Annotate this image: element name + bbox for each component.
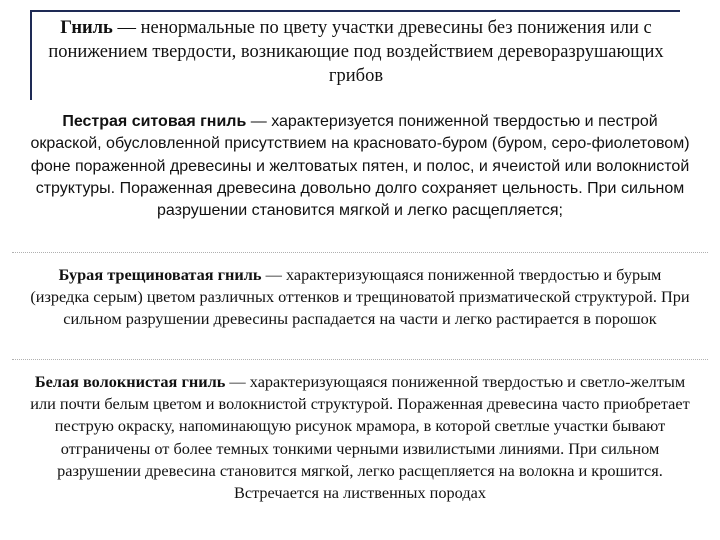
divider xyxy=(12,252,708,253)
section-text: — характеризуется пониженной твердостью и пестрой окраской, обусловленной присутствием на красновато-буром (буром, серо-фиолетовом) фоне пораженной древесины и желтоватых пятен, и полос, и ячеистой или волокнистой структуры. Пораженная древесина довольно долго сохраняет цельность. При сильном разрушении становится мягкой и легко расщепляется; xyxy=(30,113,690,220)
divider xyxy=(12,359,708,360)
section-term: Белая волокнистая гниль xyxy=(34,372,226,391)
section-term: Пестрая ситовая гниль xyxy=(62,113,247,130)
section-text: — характеризующаяся пониженной твердостью и бурым (изредка серым) цветом различных оттенков и трещиноватой призматической структурой. При сильном разрушении древесины распадается на части и легко растирается в порошок xyxy=(30,265,690,329)
slide-title xyxy=(34,16,678,88)
title-definition: — ненормальные по цвету участки древесины без понижения или с понижением твердости, возникающие под воздействием дереворазрушающих грибов xyxy=(48,18,664,86)
title-term: Гниль xyxy=(60,18,113,38)
section-brown-cubical-rot xyxy=(30,264,690,331)
section-variegated-rot xyxy=(30,111,690,222)
section-text: — характеризующаяся пониженной твердостью и светло-желтым или почти белым цветом и волокнистой структурой. Пораженная древесина часто приобретает пеструю окраску, напоминающую рисунок мрамора, в которой светлые участки бывают отграничены от более темных тонкими черными извилистыми линиями. При сильном разрушении древесина становится мягкой, легко расщепляется на волокна и крошится. Встречается на лиственных породах xyxy=(30,372,690,503)
section-term: Бурая трещиноватая гниль xyxy=(58,265,262,284)
section-white-fibrous-rot xyxy=(30,371,690,504)
